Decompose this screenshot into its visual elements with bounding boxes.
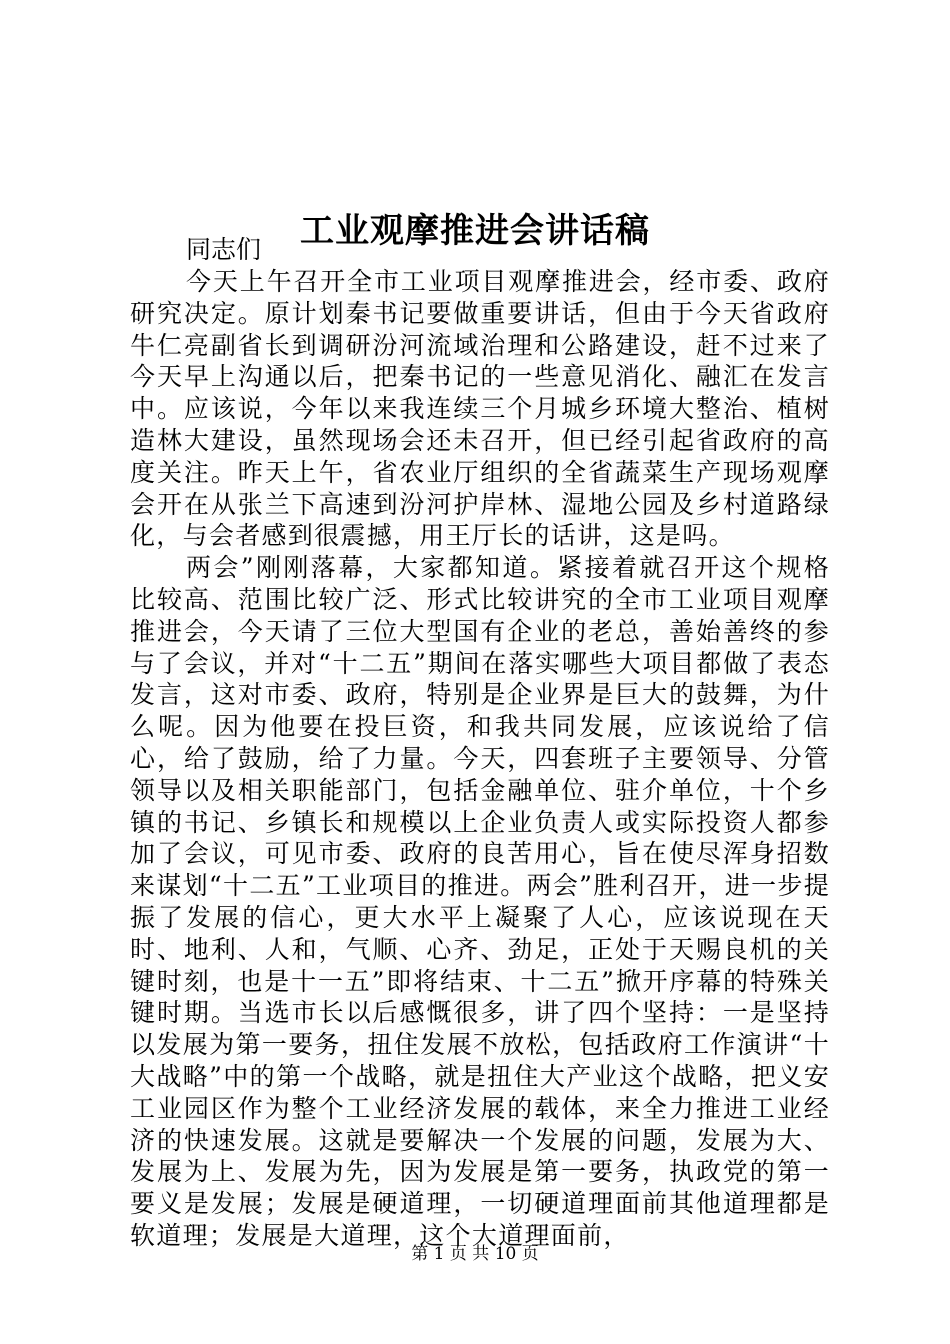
paragraph-2: 两会”刚刚落幕，大家都知道。紧接着就召开这个规格比较高、范围比较广泛、形式比较讲究的全市工业项目观摩推进会，今天请了三位大型国有企业的老总，善始善终的参与了会议，并对“十二五”期间在落实哪些大项目都做了表态发言，这对市委、政府，特别是企业界是巨大的鼓舞，为什么呢。因为他要在投巨资，和我共同发展，应该说给了信心，给了鼓励，给了力量。今天，四套班子主要领导、分管领导以及相关职能部门，包括金融单位、驻介单位，十个乡镇的书记、乡镇长和规模以上企业负责人或实际投资人都参加了会议，可见市委、政府的良苦用心，旨在使尽浑身招数来谋划“十二五”工业项目的推进。两会”胜利召开，进一步提振了发展的信心，更大水平上凝聚了人心，应该说现在天时、地利、人和，气顺、心齐、劲足，正处于天赐良机的关键时刻，也是十一五”即将结束、十二五”掀开序幕的特殊关键时期。当选市长以后感慨很多，讲了四个坚持：一是坚持以发展为第一要务，扭住发展不放松，包括政府工作演讲“十大战略”中的第一个战略，就是扭住大产业这个战略，把义安工业园区作为整个工业经济发展的载体，来全力推进工业经济的快速发展。这就是要解决一个发展的问题，发展为大、发展为上、发展为先，因为发展是第一要务，执政党的第一要义是发展；发展是硬道理，一切硬道理面前其他道理都是软道理；发展是大道理，这个大道理面前， (130, 553, 830, 1250)
page-number-footer: 第 1 页 共 10 页 (411, 1244, 539, 1264)
paragraph-1: 今天上午召开全市工业项目观摩推进会，经市委、政府研究决定。原计划秦书记要做重要讲话，但由于今天省政府牛仁亮副省长到调研汾河流域治理和公路建设，赶不过来了今天早上沟通以后，把秦书记的一些意见消化、融汇在发言中。应该说，今年以来我连续三个月城乡环境大整治、植树造林大建设，虽然现场会还未召开，但已经引起省政府的高度关注。昨天上午，省农业厅组织的全省蔬菜生产现场观摩会开在从张兰下高速到汾河护岸林、湿地公园及乡村道路绿化，与会者感到很震撼，用王厅长的话讲，这是吗。 (130, 267, 830, 551)
greeting-line: 同志们 (186, 235, 262, 264)
document-title: 工业观摩推进会讲话稿 (300, 210, 650, 251)
document-body (130, 234, 830, 1252)
